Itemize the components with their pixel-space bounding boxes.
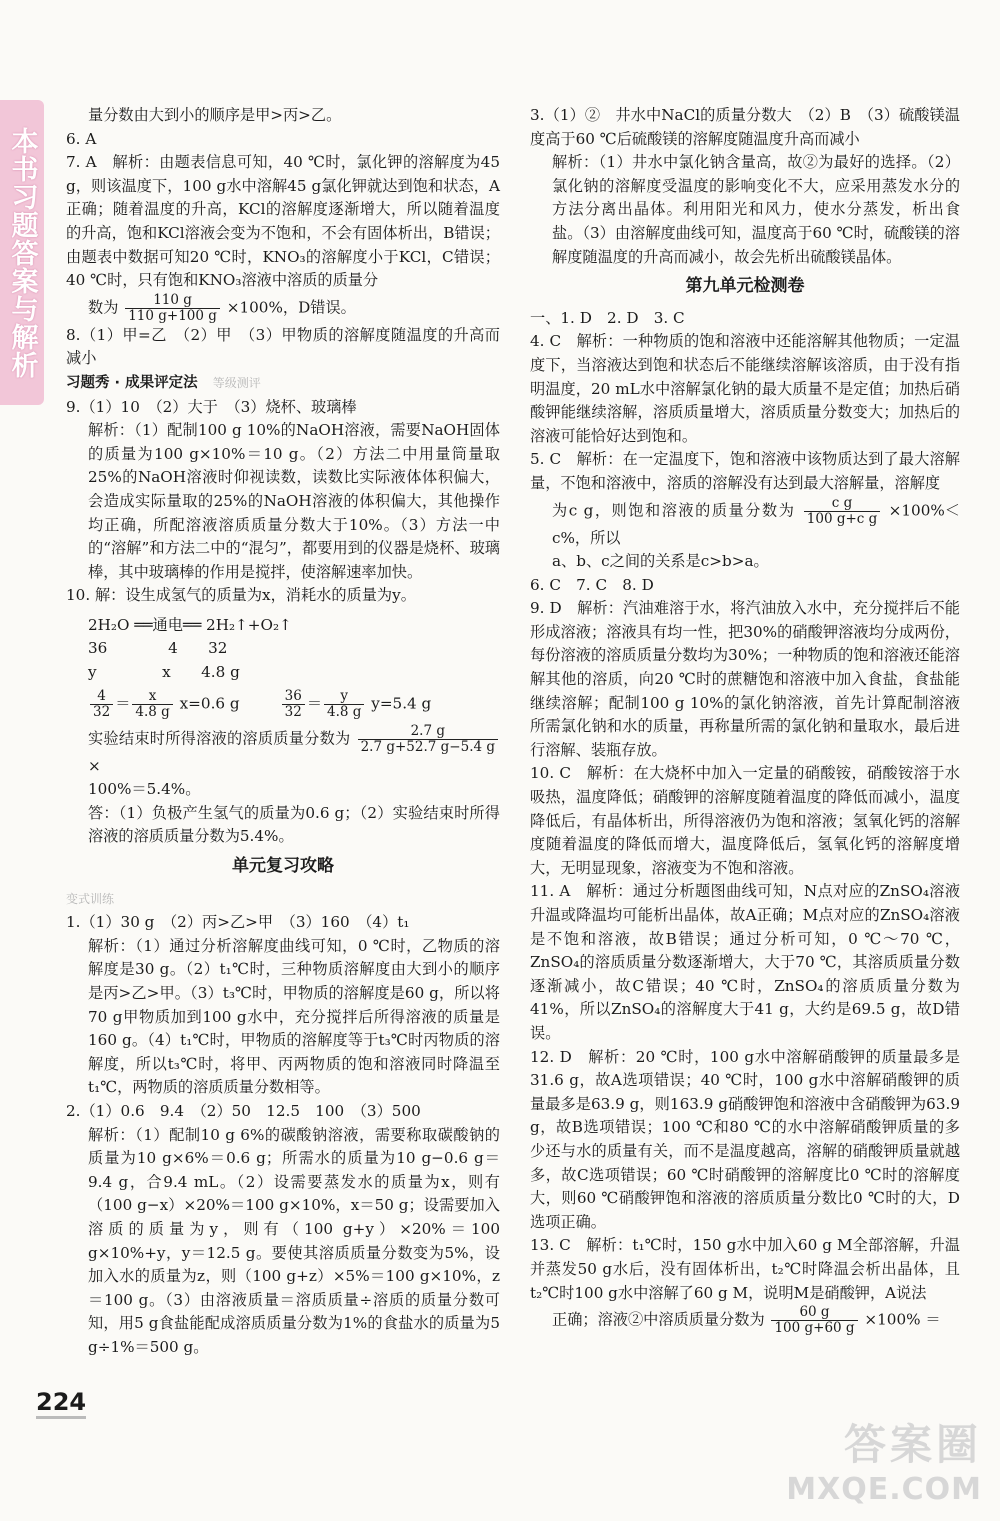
review-analysis-3: 解析：（1）井水中氯化钠含量高，故②为最好的选择。（2）氯化钠的溶解度受温度的影响变化不大，应采用蒸发水分的方法分离出晶体。利用阳光和风力，使水分蒸发，析出食盐。（3）由溶解度曲线可知，温度高于60 ℃时，硫酸镁的溶解度随温度的升高而减小，故会先析出硫酸镁晶体。 xyxy=(552,153,960,266)
test-answer-9: 9. D 解析：汽油难溶于水，将汽油放入水中，充分搅拌后不能形成溶液；溶液具有均一性，把30%的硝酸钾溶液均分成两份，每份溶液的溶质质量分数均为30%；一种物质的饱和溶液还能溶解其他的溶质，向20 ℃时的蔗糖饱和溶液中加入食盐，食盐能继续溶解；配制100 g 10%的氯化钠溶液，首先计算配制溶液所需氯化钠和水的质量，再称量所需的氯化钠和量取水，最后进行溶解、装瓶存放。 xyxy=(530,599,960,759)
test-answers-6-8: 6. C 7. C 8. D xyxy=(530,575,654,594)
answer-6: 6. A xyxy=(66,129,97,148)
chapter-side-title: 本书习题答案与解析 xyxy=(6,126,38,379)
answer-7: 7. A 解析：由题表信息可知，40 ℃时，氯化钾的溶解度为45 g，则该温度下，100 g水中溶解45 g氯化钾就达到饱和状态，A正确；随着温度的升高，KCl的溶解度逐渐增大，所以随着温度的升高，饱和KCl溶液会变为不饱和，不会有固体析出，B错误；由题表中数据可知20 ℃时，KNO₃的溶解度小于KCl，C错误；40 ℃时，只有饱和KNO₃溶液中溶质的质量分 xyxy=(66,153,500,290)
mass-fraction-line: 实验结束时所得溶液的溶质质量分数为 $\frac{2.7 g}{2.7 g+52.7 g-5.4 g}$ × xyxy=(66,724,500,779)
site-watermark xyxy=(786,1412,982,1507)
review-answer-3: 3.（1）② 井水中NaCl的质量分数大 （2）B （3）硫酸镁温度高于60 ℃后硫酸镁的溶解度随温度升高而减小 xyxy=(530,106,960,148)
answer-7-fraction-line: 数为 $\frac{110 g}{110 g+100 g}$ ×100%，D错误。 xyxy=(88,291,356,324)
equation-unknown-row: y x 4.8 g xyxy=(88,663,240,682)
answer-9: 9.（1）10 （2）大于 （3）烧杯、玻璃棒 xyxy=(66,397,357,416)
review-analysis-1: 解析：（1）通过分析溶解度曲线可知，0 ℃时，乙物质的溶解度是30 g。（2）t₁℃时，三种物质溶解度由大到小的顺序是丙>乙>甲。（3）t₃℃时，甲物质的溶解度是60 g，所以将70 g甲物质加到100 g水中，充分搅拌后所得溶液的质量是160 g。（4）t₁℃时，甲物质的溶解度等于t₃℃时丙物质的溶解度，所以t₃℃时，将甲、丙两物质的饱和溶液同时降温至t₁℃，两物质的溶质质量分数相等。 xyxy=(88,936,500,1097)
test-answer-12: 12. D 解析：20 ℃时，100 g水中溶解硝酸钾的质量最多是31.6 g，故A选项错误；40 ℃时，100 g水中溶解硝酸钾的质量最多是63.9 g，则163.9 g硝酸钾饱和溶液中含硝酸钾为63.9 g，故B选项错误；100 ℃和80 ℃的水中溶解硝酸钾质量的多少还与水的质量有关，而不是温度越高，溶解的硝酸钾质量就越多，故C选项错误；60 ℃时硝酸钾的溶解度比0 ℃时的溶解度大，则60 ℃硝酸钾饱和溶液的溶质质量分数比0 ℃时的大，D选项正确。 xyxy=(530,1047,960,1231)
review-heading: 单元复习攻略 xyxy=(232,856,334,877)
test-answer-13-fraction: 正确；溶液②中溶质质量分数为 $\frac{60 g}{100 g+60 g}$ ×100% ＝ xyxy=(552,1304,941,1337)
answer-9-analysis: 解析：（1）配制100 g 10%的NaOH溶液，需要NaOH固体的质量为100 g×10%＝10 g。（2）方法二中用量筒量取25%的NaOH溶液时仰视读数，读数比实际液体体积偏大，会造成实际量取的25%的NaOH溶液的体积偏大，其他操作均正确，所配溶液溶质质量分数大于10%。（3）方法一中的“溶解”和方法二中的“混匀”，都要用到的仪器是烧杯、玻璃棒，其中玻璃棒的作用是搅拌，使溶解速率加快。 xyxy=(88,421,500,581)
watermark-url: MXQE.COM xyxy=(786,1472,982,1507)
test-answer-5-fraction: 为c g，则饱和溶液的质量分数为 $\frac{\text{c g}}{\text{100 g+c g}}$ ×100%＜c%，所以 xyxy=(552,494,960,547)
proportion-row: $\frac{4}{32}$ ＝ $\frac{x}{4.8 g}$ x=0.6 g $\frac{36}{32}$ ＝ $\frac{y}{4.8 g}$ y=5.4 g xyxy=(66,689,500,720)
answer-line: 量分数由大到小的顺序是甲>丙>乙。 xyxy=(88,106,342,124)
right-column xyxy=(530,104,960,1336)
review-answer-2: 2.（1）0.6 9.4 （2）50 12.5 100 （3）500 xyxy=(66,1101,421,1120)
test-answer-13: 13. C 解析：t₁℃时，150 g水中加入60 g M全部溶解，升温并蒸发50 g水后，没有固体析出，t₂℃时降温会析出晶体，且t₂℃时100 g水中溶解了60 g M，说明M是硝酸钾，A说法 xyxy=(530,1236,960,1302)
review-analysis-2: 解析：（1）配制10 g 6%的碳酸钠溶液，需要称取碳酸钠的质量为10 g×6%＝0.6 g；所需水的质量为10 g−0.6 g＝9.4 g，合9.4 mL。（2）设需要蒸发水的质量为x，则有（100 g−x）×20%＝100 g×10%，x＝50 g；设需要加入溶质的质量为y，则有（100 g+y）×20%＝100 g×10%+y，y＝12.5 g。要使其溶质质量分数变为5%，设加入水的质量为z，则（100 g+z）×5%＝100 g×10%，z＝100 g。（3）由溶液质量＝溶质质量÷溶质的质量分数可知，用5 g食盐能配成溶质质量分数为1%的食盐水的质量为5 g÷1%＝500 g。 xyxy=(88,1125,500,1356)
fraction: $\frac{110 g}{110 g+100 g}$ xyxy=(125,293,220,324)
equation-ratio-row: 36 4 32 xyxy=(88,639,228,658)
review-answer-1: 1.（1）30 g （2）丙>乙>甲 （3）160 （4）t₁ xyxy=(66,913,410,932)
mass-fraction-result: 100%＝5.4%。 xyxy=(88,780,201,799)
unit-test-heading: 第九单元检测卷 xyxy=(685,276,805,297)
variant-training-label: 变式训练 xyxy=(66,891,115,906)
chemical-equation: 2H₂O ══通电══ 2H₂↑+O₂↑ xyxy=(88,615,292,634)
section-heading: 习题秀 · 成果评定法 等级测评 xyxy=(66,374,261,391)
test-answer-4: 4. C 解析：一种物质的饱和溶液中还能溶解其他物质；一定温度下，当溶液达到饱和状态后不能继续溶解该溶质，由于没有指明温度，20 mL水中溶解氯化钠的最大质量不是定值；加热后硝酸钾能继续溶解，溶质质量增大，溶质质量分数变大；加热后的溶液可能恰好达到饱和。 xyxy=(530,332,960,445)
chapter-side-tab xyxy=(0,100,44,405)
answer-8: 8.（1）甲=乙 （2）甲 （3）甲物质的溶解度随温度的升高而减小 xyxy=(66,325,500,368)
test-answer-5-conclusion: a、b、c之间的关系是c>b>a。 xyxy=(552,552,769,571)
watermark-logo-text: 答案圈 xyxy=(843,1420,982,1469)
test-answer-5: 5. C 解析：在一定温度下，饱和溶液中该物质达到了最大溶解量，不饱和溶液中，溶质的溶解没有达到最大溶解量，溶解度 xyxy=(530,450,960,492)
test-answer-10: 10. C 解析：在大烧杯中加入一定量的硝酸铵，硝酸铵溶于水吸热，温度降低；硝酸钾的溶解度随着温度的降低而减小，温度降低后，有晶体析出，所得溶液仍为饱和溶液；氢氧化钙的溶解度随着温度的降低而增大，温度降低后，氢氧化钙的溶解度增大，无明显现象，溶液变为不饱和溶液。 xyxy=(530,764,960,877)
final-answer: 答：（1）负极产生氢气的质量为0.6 g；（2）实验结束时所得溶液的溶质质量分数为5.4%。 xyxy=(88,803,500,846)
page-number: 224 xyxy=(36,1388,86,1419)
answer-10: 10. 解：设生成氢气的质量为x，消耗水的质量为y。 xyxy=(66,586,416,605)
left-column xyxy=(66,104,500,1360)
test-answer-11: 11. A 解析：通过分析题图曲线可知，N点对应的ZnSO₄溶液升温或降温均可能析出晶体，故A正确；M点对应的ZnSO₄溶液是不饱和溶液，故B错误；通过分析可知，0 ℃～70 ℃，ZnSO₄的溶质质量分数逐渐增大，大于70 ℃，其溶质质量分数逐渐减小，故C错误；40 ℃时，ZnSO₄的溶质质量分数为41%，所以ZnSO₄的溶解度大于41 g，大约是69.5 g，故D错误。 xyxy=(530,882,960,1042)
test-answers-1-3: 一、1. D 2. D 3. C xyxy=(530,308,685,327)
